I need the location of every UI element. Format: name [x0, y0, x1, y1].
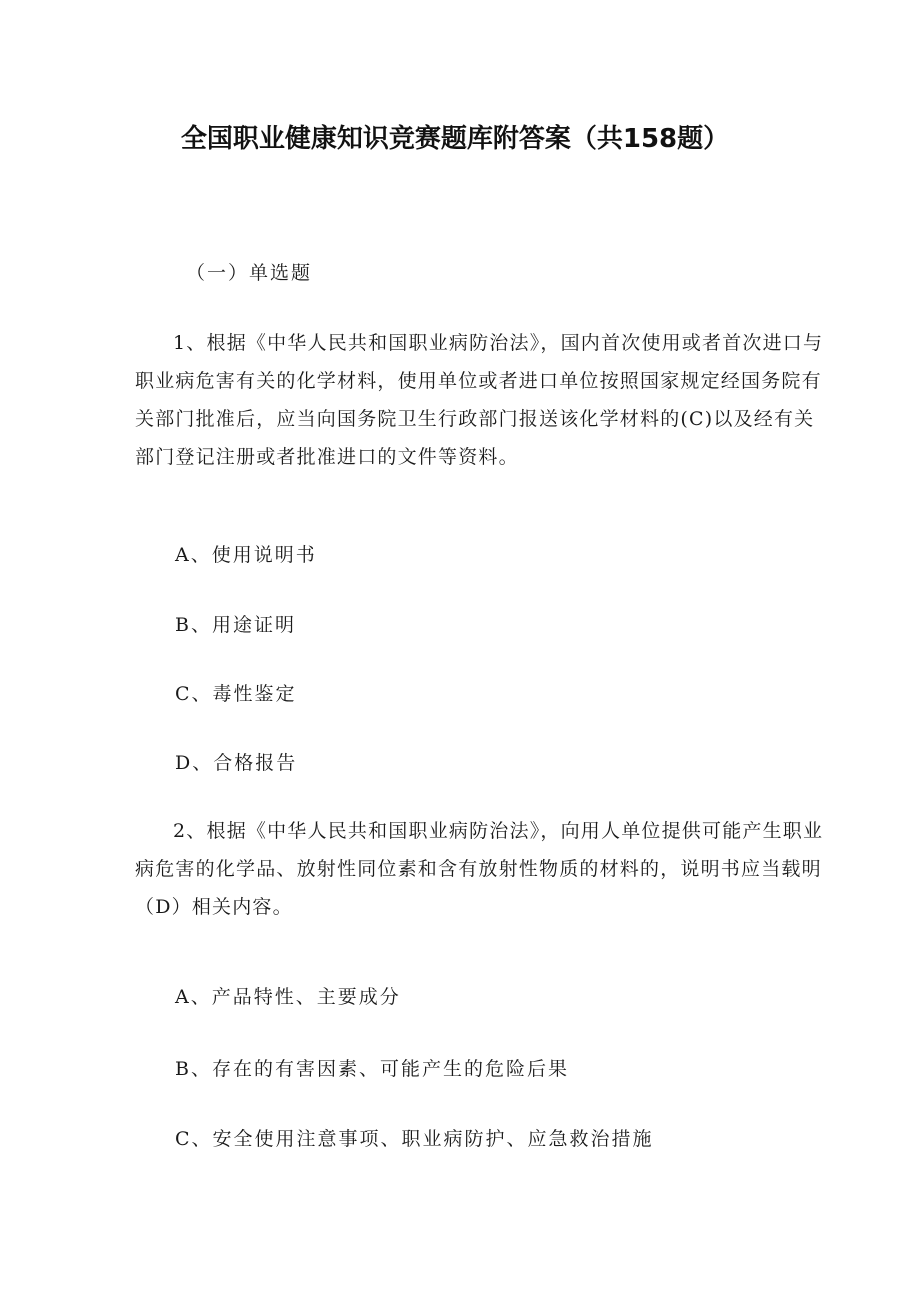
question-2-text: 2、根据《中华人民共和国职业病防治法》，向用人单位提供可能产生职业病危害的化学品、放射性同位素和含有放射性物质的材料的，说明书应当载明（D）相关内容。 [135, 820, 824, 918]
question-1-text: 1、根据《中华人民共和国职业病防治法》，国内首次使用或者首次进口与职业病危害有关的化学材料，使用单位或者进口单位按照国家规定经国务院有关部门批准后，应当向国务院卫生行政部门报送该化学材料的(C)以及经有关部门登记注册或者批准进口的文件等资料。 [135, 332, 824, 468]
question-1-option-a: A、使用说明书 [175, 544, 317, 566]
question-2-option-c: C、安全使用注意事项、职业病防护、应急救治措施 [175, 1128, 654, 1150]
question-1-option-d: D、合格报告 [175, 752, 298, 774]
question-2-option-b: B、存在的有害因素、可能产生的危险后果 [175, 1058, 569, 1080]
question-1-option-c: C、毒性鉴定 [175, 683, 297, 705]
question-2-option-a: A、产品特性、主要成分 [175, 986, 401, 1008]
section-heading: （一）单选题 [186, 262, 313, 284]
document-title: 全国职业健康知识竞赛题库附答案（共158题） [180, 124, 730, 154]
question-1-option-b: B、用途证明 [175, 614, 296, 636]
